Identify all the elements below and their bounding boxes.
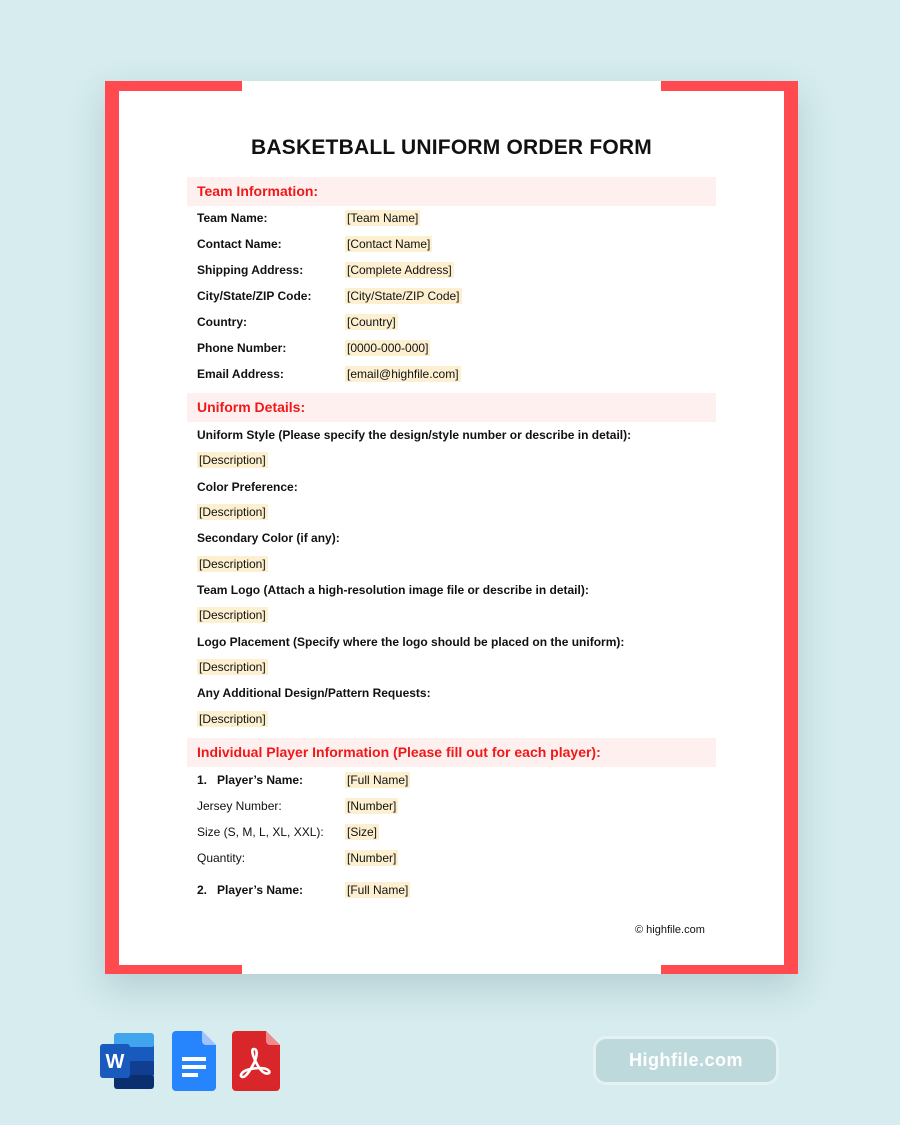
field-label: City/State/ZIP Code: [197, 289, 312, 303]
phone-number-field[interactable]: [0000-000-000] [347, 341, 429, 355]
uniform-details-header [187, 393, 716, 422]
player1-name-field[interactable]: [Full Name] [347, 773, 409, 787]
player2-name-field[interactable]: [Full Name] [347, 883, 409, 897]
brand-badge[interactable] [596, 1039, 776, 1082]
player-info-header [187, 738, 716, 767]
field-label: Phone Number: [197, 341, 287, 355]
frame-right-bar [784, 91, 798, 965]
city-state-zip-field[interactable]: [City/State/ZIP Code] [347, 289, 460, 303]
player-name-label-text: Player’s Name: [217, 773, 304, 787]
frame-bottom-right-tab [661, 965, 798, 974]
frame-left-bar [105, 91, 119, 965]
player-number: 1. [197, 773, 208, 787]
document-page [105, 81, 798, 974]
field-label: Color Preference: [197, 480, 298, 494]
contact-name-field[interactable]: [Contact Name] [347, 237, 431, 251]
field-label: Country: [197, 315, 247, 329]
field-label: Uniform Style (Please specify the design/style number or describe in detail): [197, 428, 632, 442]
team-info-heading: Team Information: [197, 183, 319, 199]
form-title: BASKETBALL UNIFORM ORDER FORM [251, 136, 652, 159]
field-label: Secondary Color (if any): [197, 531, 340, 545]
player1-quantity-field[interactable]: [Number] [347, 851, 397, 865]
logo-placement-field[interactable]: [Description] [199, 660, 266, 674]
player1-name-label [197, 773, 303, 787]
field-label: Team Name: [197, 211, 268, 225]
uniform-style-field[interactable]: [Description] [199, 453, 266, 467]
word-icon-letter: W [105, 1051, 125, 1073]
player-info-heading: Individual Player Information (Please fill out for each player): [197, 744, 601, 760]
team-logo-field[interactable]: [Description] [199, 608, 266, 622]
field-label: Email Address: [197, 367, 284, 381]
google-docs-icon[interactable] [172, 1031, 216, 1091]
player-name-label-text: Player’s Name: [217, 883, 304, 897]
player1-size-field[interactable]: [Size] [347, 825, 378, 839]
frame-top-left-tab [105, 81, 242, 91]
field-label: Shipping Address: [197, 263, 304, 277]
team-info-header [187, 177, 716, 206]
email-address-field[interactable]: [email@highfile.com] [347, 367, 459, 381]
field-label: Logo Placement (Specify where the logo should be placed on the uniform): [197, 635, 625, 649]
country-field[interactable]: [Country] [347, 315, 396, 329]
field-label: Size (S, M, L, XL, XXL): [197, 825, 324, 839]
color-preference-field[interactable]: [Description] [199, 505, 266, 519]
player-number: 2. [197, 883, 208, 897]
secondary-color-field[interactable]: [Description] [199, 557, 266, 571]
field-label: Team Logo (Attach a high-resolution image file or describe in detail): [197, 583, 589, 597]
pdf-icon[interactable] [232, 1031, 280, 1091]
uniform-details-heading: Uniform Details: [197, 399, 306, 415]
player2-name-label [197, 883, 303, 897]
frame-bottom-left-tab [105, 965, 242, 974]
shipping-address-field[interactable]: [Complete Address] [347, 263, 452, 277]
copyright-notice: © highfile.com [635, 924, 705, 936]
team-name-field[interactable]: [Team Name] [347, 211, 419, 225]
field-label: Quantity: [197, 851, 246, 865]
brand-text: Highfile.com [628, 1050, 743, 1070]
field-label: Contact Name: [197, 237, 282, 251]
field-label: Jersey Number: [197, 799, 282, 813]
frame-top-right-tab [661, 81, 798, 91]
additional-design-field[interactable]: [Description] [199, 712, 266, 726]
field-label: Any Additional Design/Pattern Requests: [197, 686, 431, 700]
word-icon[interactable] [100, 1031, 156, 1091]
player1-jersey-field[interactable]: [Number] [347, 799, 397, 813]
